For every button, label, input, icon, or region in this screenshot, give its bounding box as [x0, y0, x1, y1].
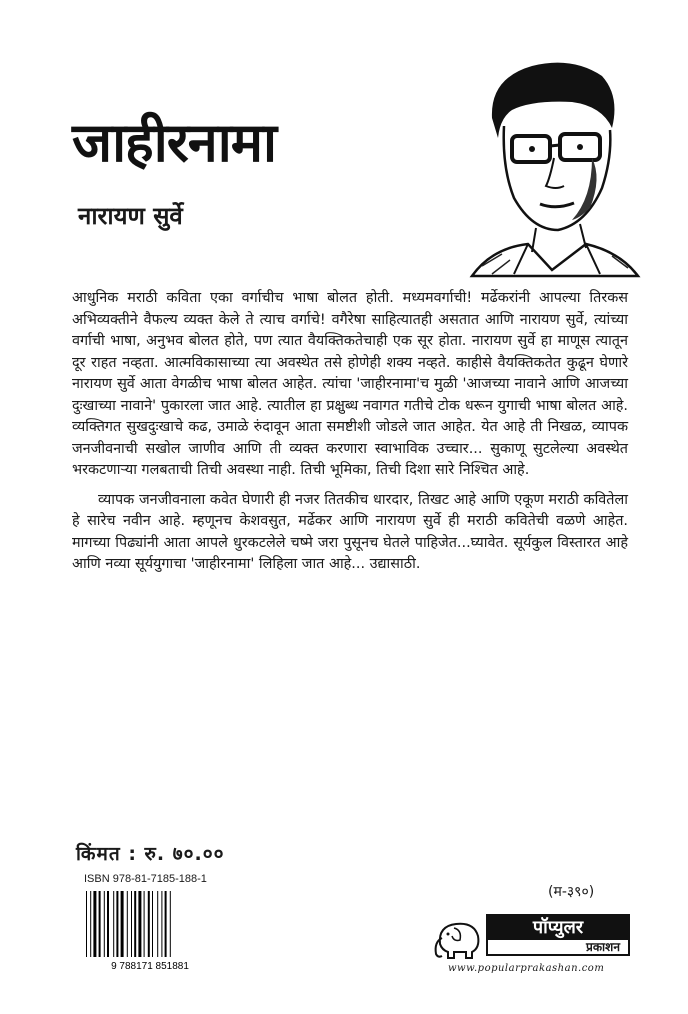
blurb-paragraph-1: आधुनिक मराठी कविता एका वर्गाचीच भाषा बोलत होती. मध्यमवर्गाची! मर्ढेकरांनी आपल्या तिरकस अभिव्यक्तीने वैफल्य व्यक्त केले ते त्याच वर्गाचे! वगैरेषा साहित्यातही असतात आणि नारायण सुर्वे, त्यांच्या वर्गाची भाषा, अनुभव बोलत होते, पण त्यात वैयक्तिकतेचाही एक सूर होता. नारायण सुर्वे हा माणूस त्यातून दूर राहत नव्हता. आत्मविकासाच्या त्या अवस्थेत तसे होणेही शक्य नव्हते. काहीसे वैयक्तिकतेत कुढून घेणारे नारायण सुर्वे आता वेगळीच भाषा बोलत आहेत. त्यांचा 'जाहीरनामा'च मुळी 'आजच्या नावाने आणि आजच्या दुःखाच्या नावाने' पुकारला जात आहे. त्यातील हा प्रक्षुब्ध नवागत गतीचे टोक धरून युगाची भाषा बोलत आहे. व्यक्तिगत सुखदुःखाचे कढ, उमाळे रुंदावून आता समष्टीशी जोडले जात आहेत. येत आहे ती निखळ, व्यापक जनजीवनाची सखोल जाणीव आणि ती व्यक्त करणारा स्वाभाविक उच्चार... सुकाणू सुटलेल्या अवस्थेत भरकटणाऱ्या गलबताची तिची अवस्था नाही. तिची भूमिका, तिची दिशा सारे निश्चित आहे.	[72, 290, 628, 478]
publisher-name: पॉप्युलर	[488, 916, 628, 940]
barcode-image	[80, 889, 220, 971]
isbn-text: ISBN 978-81-7185-188-1	[84, 873, 207, 885]
elephant-logo-icon	[432, 914, 486, 960]
blurb-paragraph-2: व्यापक जनजीवनाला कवेत घेणारी ही नजर तितकीच धारदार, तिखट आहे आणि एकूण मराठी कवितेला हे सारेच नवीन आहे. म्हणूनच केशवसुत, मर्ढेकर आणि नारायण सुर्वे ही मराठी कवितेची वळणे आहेत. मागच्या पिढ्यांनी आता आपले धुरकटलेले चष्मे जरा पुसूनच घेतले पाहिजेत...घ्यावेत. सूर्यकुल विस्तारत आहे आणि नव्या सूर्ययुगाचा 'जाहीरनामा' लिहिला जात आहे... उद्यासाठी.	[72, 491, 628, 572]
catalog-code: (म-३९०)	[548, 884, 595, 900]
publisher-url: www.popularprakashan.com	[448, 963, 605, 974]
publisher-subtitle: प्रकाशन	[586, 940, 620, 954]
blurb-text	[72, 288, 628, 584]
barcode-number: 9 788171 851881	[111, 961, 189, 971]
author-name: नारायण सुर्वे	[78, 202, 183, 230]
price-label: किंमत : रु. ७०.००	[76, 843, 225, 865]
author-portrait	[452, 48, 642, 278]
book-title: जाहीरनामा	[72, 111, 277, 174]
publisher-logo-box	[486, 914, 630, 956]
